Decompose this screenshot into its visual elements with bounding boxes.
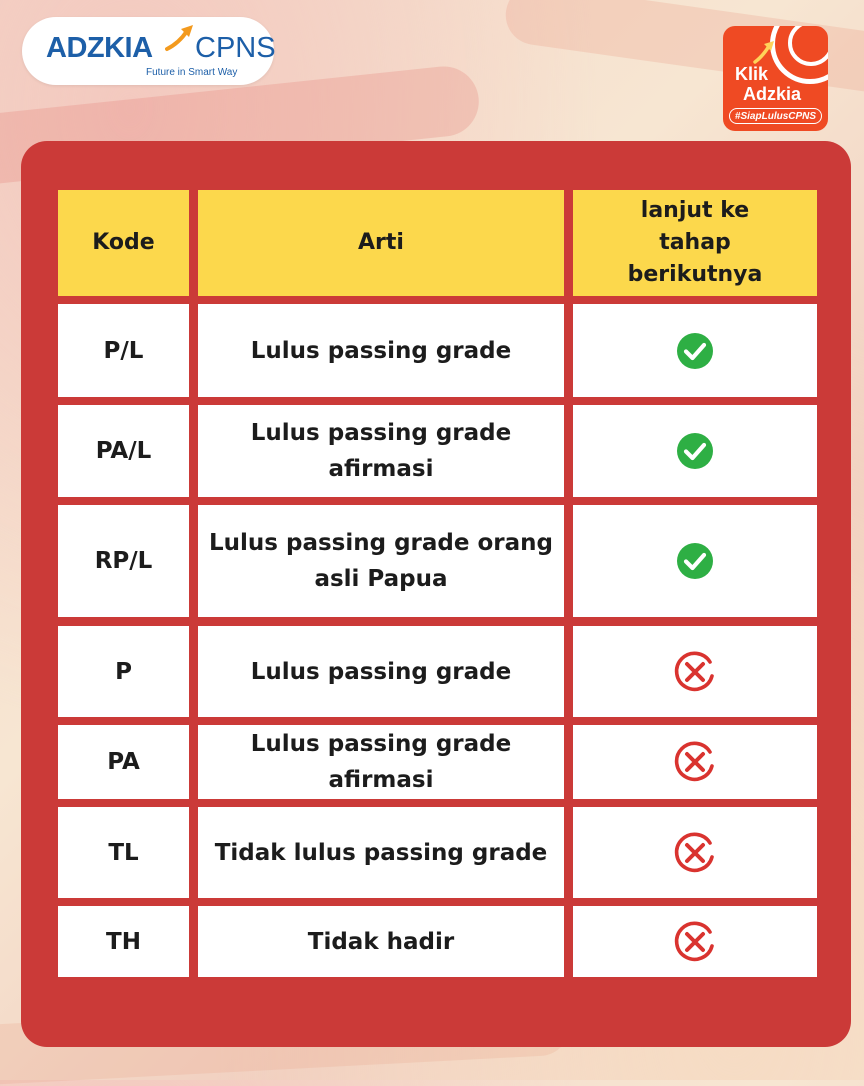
badge-arrow-icon <box>753 40 779 64</box>
table-row-meaning <box>198 906 564 977</box>
table-row-next <box>573 626 817 717</box>
check-circle-icon <box>676 332 714 370</box>
logo-product-name: CPNS <box>195 32 276 64</box>
badge-text-line2: Adzkia <box>743 84 802 104</box>
meaning-label: Lulus passing grade <box>250 337 512 364</box>
cross-circle-icon <box>673 740 717 784</box>
header-meaning-label: Arti <box>358 230 404 255</box>
meaning-label: Lulus passing grade afirmasi <box>250 420 512 482</box>
table-row-next <box>573 906 817 977</box>
table-row-next <box>573 505 817 617</box>
table-row-code <box>58 405 189 497</box>
table-row-code <box>58 906 189 977</box>
cross-circle-icon <box>673 650 717 694</box>
logo-tagline: Future in Smart Way <box>146 67 238 78</box>
table-panel <box>21 141 851 1047</box>
table-row-meaning <box>198 405 564 497</box>
code-label: PA/L <box>95 438 152 464</box>
meaning-label: Lulus passing grade <box>250 658 512 685</box>
code-label: TL <box>108 839 139 866</box>
table-row-meaning <box>198 304 564 397</box>
table-row-next <box>573 304 817 397</box>
header-next <box>573 190 817 296</box>
check-circle-icon <box>676 542 714 580</box>
table-row-meaning <box>198 807 564 898</box>
code-label: P <box>115 658 132 685</box>
badge-text-line1: Klik <box>735 64 769 84</box>
meaning-label: Lulus passing grade orang asli Papua <box>209 530 553 592</box>
meaning-label: Tidak lulus passing grade <box>214 839 548 866</box>
table-row-next <box>573 725 817 799</box>
header-meaning <box>198 190 564 296</box>
header-code-label: Kode <box>92 230 155 255</box>
meaning-label: Lulus passing grade afirmasi <box>250 731 512 793</box>
table-row-code <box>58 505 189 617</box>
table-row-code <box>58 304 189 397</box>
table-row-meaning <box>198 505 564 617</box>
header-code <box>58 190 189 296</box>
header-next-label: lanjut ke tahap berikutnya <box>627 198 763 287</box>
klik-adzkia-badge <box>723 26 828 131</box>
table-row-next <box>573 807 817 898</box>
meaning-label: Tidak hadir <box>307 928 455 955</box>
check-circle-icon <box>676 432 714 470</box>
cross-circle-icon <box>673 920 717 964</box>
table-row-code <box>58 725 189 799</box>
logo-brand-name: ADZKIA <box>46 32 153 64</box>
table-row-meaning <box>198 626 564 717</box>
cross-circle-icon <box>673 831 717 875</box>
table-row-meaning <box>198 725 564 799</box>
table-row-code <box>58 626 189 717</box>
code-label: RP/L <box>94 548 153 574</box>
code-label: TH <box>106 928 141 955</box>
code-label: PA <box>107 749 140 775</box>
badge-hashtag: #SiapLulusCPNS <box>729 108 822 124</box>
code-label: P/L <box>103 337 144 364</box>
table-row-next <box>573 405 817 497</box>
adzkia-cpns-logo <box>22 17 274 85</box>
table-row-code <box>58 807 189 898</box>
